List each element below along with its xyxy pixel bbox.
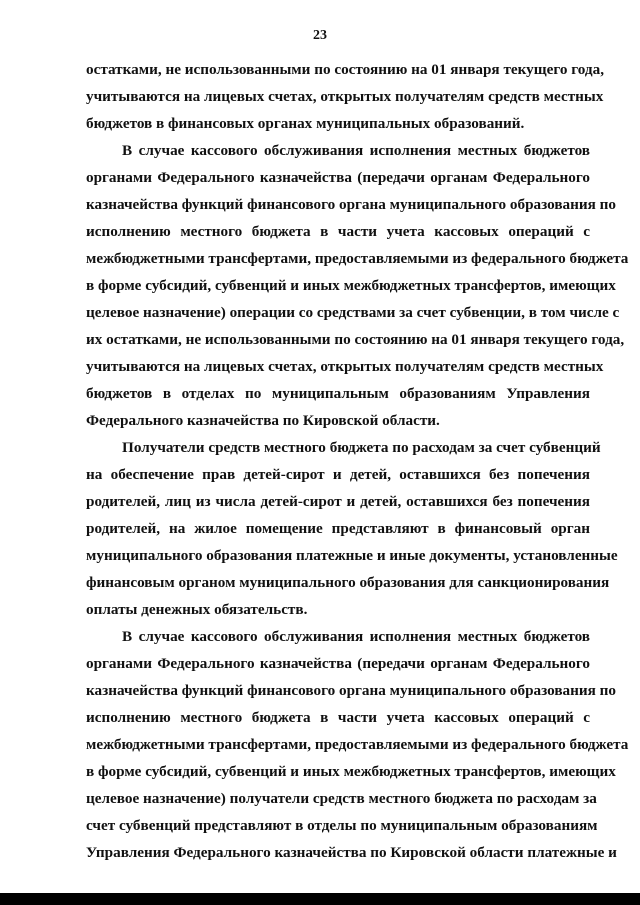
text-line: счет субвенций представляют в отделы по муниципальным образованиям [86,817,598,834]
text-line: В случае кассового обслуживания исполнения местных бюджетов [122,628,590,645]
paragraph-3 [86,434,618,623]
text-line: В случае кассового обслуживания исполнения местных бюджетов [122,142,590,159]
document-body [86,56,629,866]
text-line: казначейства функций финансового органа муниципального образования по [86,682,616,699]
paragraph-4 [86,623,629,866]
scan-edge-bar [0,893,640,905]
text-line: Федерального казначейства по Кировской области. [86,412,440,429]
text-line: родителей, лиц из числа детей-сирот и детей, оставшихся без попечения [86,493,590,510]
text-line: финансовым органом муниципального образования для санкционирования [86,574,610,591]
text-line: органами Федерального казначейства (передачи органам Федерального [86,169,590,186]
text-line: родителей, на жилое помещение представляют в финансовый орган [86,520,590,537]
text-line: учитываются на лицевых счетах, открытых получателям средств местных [86,88,604,105]
text-line: их остатками, не использованными по состоянию на 01 января текущего года, [86,331,625,348]
paragraph-2 [86,137,629,434]
text-line: в форме субсидий, субвенций и иных межбюджетных трансфертов, имеющих [86,763,616,780]
text-line: исполнению местного бюджета в части учета кассовых операций с [86,223,590,240]
text-line: остатками, не использованными по состоянию на 01 января текущего года, [86,61,604,78]
text-line: целевое назначение) операции со средствами за счет субвенции, в том числе с [86,304,620,321]
text-line: казначейства функций финансового органа муниципального образования по [86,196,616,213]
text-line: органами Федерального казначейства (передачи органам Федерального [86,655,590,672]
paragraph-1 [86,56,604,137]
text-line: Получатели средств местного бюджета по расходам за счет субвенций [122,439,601,456]
text-line: бюджетов в отделах по муниципальным образованиям Управления [86,385,590,402]
text-line: муниципального образования платежные и иные документы, установленные [86,547,618,564]
text-line: в форме субсидий, субвенций и иных межбюджетных трансфертов, имеющих [86,277,616,294]
text-line: межбюджетными трансфертами, предоставляемыми из федерального бюджета [86,736,629,753]
text-line: Управления Федерального казначейства по Кировской области платежные и [86,844,617,861]
page-number: 23 [313,28,327,43]
text-line: исполнению местного бюджета в части учета кассовых операций с [86,709,590,726]
text-line: целевое назначение) получатели средств местного бюджета по расходам за [86,790,597,807]
text-line: оплаты денежных обязательств. [86,601,308,618]
text-line: учитываются на лицевых счетах, открытых получателям средств местных [86,358,604,375]
text-line: бюджетов в финансовых органах муниципальных образований. [86,115,525,132]
text-line: межбюджетными трансфертами, предоставляемыми из федерального бюджета [86,250,629,267]
text-line: на обеспечение прав детей-сирот и детей, оставшихся без попечения [86,466,590,483]
